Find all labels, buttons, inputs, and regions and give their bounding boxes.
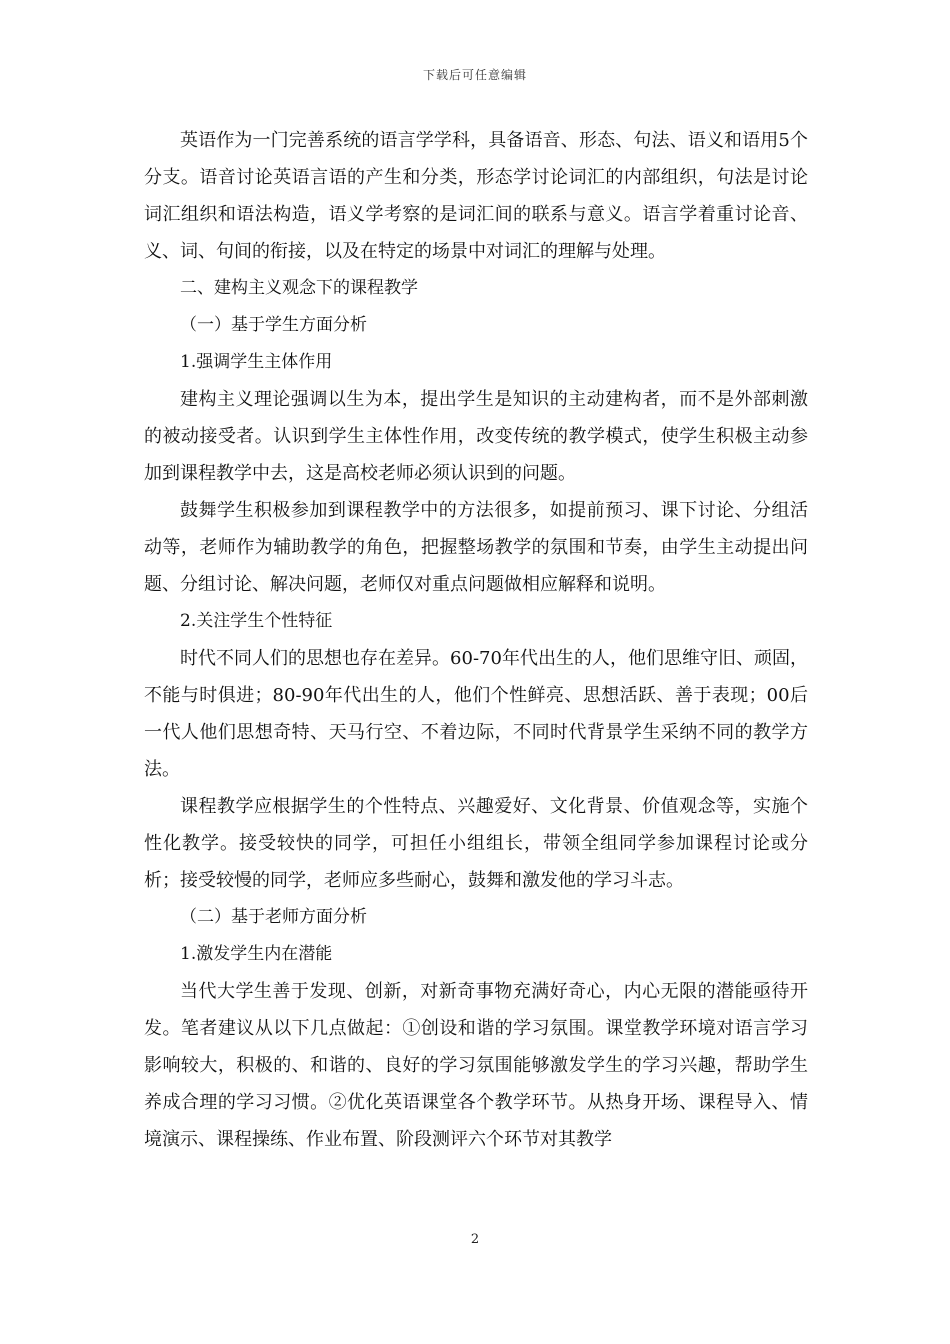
paragraph-inner-potential: 当代大学生善于发现、创新，对新奇事物充满好奇心，内心无限的潜能亟待开发。笔者建议从以下几点做起：①创设和谐的学习氛围。课堂教学环境对语言学习影响较大，积极的、和谐的、良好的学习氛围能够激发学生的学习兴趣，帮助学生养成合理的学习习惯。②优化英语课堂各个教学环节。从热身开场、课程导入、情境演示、课程操练、作业布置、阶段测评六个环节对其教学: [144, 981, 808, 1150]
paragraph-participation-methods: 鼓舞学生积极参加到课程教学中的方法很多，如提前预习、课下讨论、分组活动等，老师作为辅助教学的角色，把握整场教学的氛围和节奏，由学生主动提出问题、分组讨论、解决问题，老师仅对重点问题做相应解释和说明。: [144, 500, 808, 595]
item-heading-student-subject: 1.强调学生主体作用: [180, 352, 333, 372]
section-heading-constructivism: 二、建构主义观念下的课程教学: [180, 278, 418, 298]
paragraph-personalized-teaching: 课程教学应根据学生的个性特点、兴趣爱好、文化背景、价值观念等，实施个性化教学。接受较快的同学，可担任小组组长，带领全组同学参加课程讨论或分析；接受较慢的同学，老师应多些耐心，鼓舞和激发他的学习斗志。: [144, 796, 808, 891]
page-header: 下载后可任意编辑: [422, 68, 527, 82]
page-number: 2: [470, 1232, 480, 1247]
item-heading-inner-potential: 1.激发学生内在潜能: [180, 944, 333, 964]
document-body: [144, 122, 808, 1158]
paragraph-student-subject: 建构主义理论强调以生为本，提出学生是知识的主动建构者，而不是外部刺激的被动接受者。认识到学生主体性作用，改变传统的教学模式，使学生积极主动参加到课程教学中去，这是高校老师必须认识到的问题。: [144, 389, 808, 484]
paragraph-generational-differences: 时代不同人们的思想也存在差异。60-70年代出生的人，他们思维守旧、顽固，不能与时俱进；80-90年代出生的人，他们个性鲜亮、思想活跃、善于表现；00后一代人他们思想奇特、天马行空、不着边际，不同时代背景学生采纳不同的教学方法。: [144, 648, 808, 780]
item-heading-student-personality: 2.关注学生个性特征: [180, 611, 333, 631]
subsection-heading-teachers: （二）基于老师方面分析: [180, 907, 367, 927]
subsection-heading-students: （一）基于学生方面分析: [180, 315, 367, 335]
paragraph-linguistics-branches: 英语作为一门完善系统的语言学学科，具备语音、形态、句法、语义和语用5个分支。语音讨论英语言语的产生和分类，形态学讨论词汇的内部组织，句法是讨论词汇组织和语法构造，语义学考察的是词汇间的联系与意义。语言学着重讨论音、义、词、句间的衔接，以及在特定的场景中对词汇的理解与处理。: [144, 130, 808, 262]
